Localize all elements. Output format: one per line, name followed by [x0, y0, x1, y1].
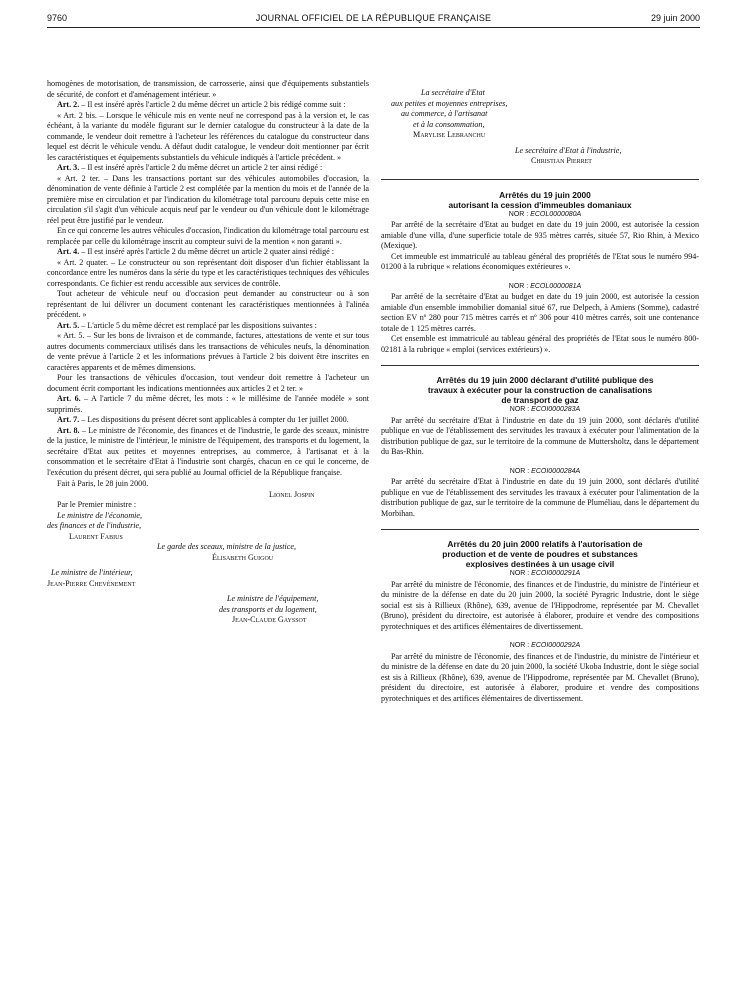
- minister-title: Le ministre de l'économie,: [57, 510, 143, 520]
- header-rule: [47, 27, 700, 28]
- left-column: [47, 79, 369, 626]
- paragraph: Par arrêté du secrétaire d'Etat à l'industrie en date du 19 juin 2000, sont déclarés d'utilité publique en vue de l'établissement des servitudes les travaux à exécuter pour l'alimentation de la distribution publique de gaz, sur le territoire de la commune de Muttersholtz, dans le département du Bas-Rhin.: [381, 415, 699, 456]
- section-divider: [381, 529, 699, 530]
- page-header: [47, 13, 700, 27]
- minister-title: Le garde des sceaux, ministre de la justice,: [157, 542, 296, 551]
- signatures: [47, 490, 369, 626]
- section-divider: [381, 179, 699, 180]
- minister-title: La secrétaire d'Etat: [421, 88, 485, 97]
- minister-title: Le ministre de l'intérieur,: [51, 568, 133, 577]
- issue-date: 29 juin 2000: [650, 13, 700, 23]
- paragraph: homogènes de motorisation, de transmission, de carrosserie, ainsi que d'équipements substantiels de sécurité, de confort et d'aménagement intérieur. »: [47, 79, 369, 99]
- nor-reference: NOR : ECOI0000283A: [509, 406, 581, 413]
- nor-reference: NOR : ECOI0000284A: [509, 467, 581, 475]
- section-title: Arrêtés du 19 juin 2000 déclarant d'utilité publique des travaux à exécuter pour la construction de canalisations de transport de gaz: [427, 375, 654, 405]
- paragraph: « Art. 5. – Sur les bons de livraison et de commande, factures, attestations de vente et sur tous autres documents commerciaux utilisés dans les transactions de véhicules neufs, la dénomination de vente prévue à l'article 2 et les informations prévues à l'article 2 bis doivent être inscrites en caractères apparents et de mêmes dimensions.: [47, 331, 369, 372]
- paragraph: Cet immeuble est immatriculé au tableau général des propriétés de l'Etat sous le numéro 994-01200 à la rubrique « relations économiques extérieures ».: [381, 251, 699, 271]
- article-5: Art. 5. – L'article 5 du même décret est remplacé par les dispositions suivantes :: [57, 320, 317, 330]
- nor-reference: NOR : ECOI0000292A: [509, 642, 581, 649]
- section-cession: [381, 190, 699, 356]
- article-4: Art. 4. – Il est inséré après l'article 2 du même décret un article 2 quater ainsi rédigé :: [57, 247, 334, 256]
- paragraph: En ce qui concerne les autres véhicules d'occasion, l'indication du kilométrage total parcouru est remplacée par celle du kilométrage inscrit au compteur suivi de la mention « non garanti ».: [47, 226, 369, 246]
- section-gaz: [381, 375, 699, 519]
- minister-title: aux petites et moyennes entreprises,: [391, 98, 508, 108]
- minister-title: Le secrétaire d'Etat à l'industrie,: [515, 145, 622, 155]
- minister-title: des finances et de l'industrie,: [47, 521, 142, 530]
- paragraph: Par arrêté du ministre de l'économie, des finances et de l'industrie, du ministre de l'intérieur et du ministre de la défense en date du 20 juin 2000, la société Ukoba Industrie, dont le siège social est sis à Rillieux (Rhône), 639, avenue de l'Hippodrome, représentée par M. Chevallet (Bruno), président du directoire, est autorisée à élaborer, produire et vendre des compositions pyrotechniques et des artifices élémentaires de divertissement.: [381, 651, 699, 703]
- paragraph: Cet ensemble est immatriculé au tableau général des propriétés de l'Etat sous le numéro 800-02181 à la rubrique « emploi (services extérieurs) ».: [381, 334, 699, 354]
- signature-pierret: Christian Pierret: [531, 156, 592, 165]
- nor-reference: NOR : ECOI0000291A: [509, 570, 581, 577]
- signature-lebranchu: Marylise Lebranchu: [413, 130, 486, 139]
- paragraph: Par arrêté de la secrétaire d'Etat au budget en date du 19 juin 2000, est autorisée la cession amiable d'une villa, d'une superficie totale de 935 mètres carrés, située 57, Rio Rhin, à Mexico (Mexique).: [381, 220, 699, 250]
- article-2: Art. 2. – Il est inséré après l'article 2 du même décret un article 2 bis rédigé comme suit :: [57, 100, 346, 109]
- article-7: Art. 7. – Les dispositions du présent décret sont applicables à compter du 1er juillet 2000.: [57, 415, 349, 424]
- paragraph: Pour les transactions de véhicules d'occasion, tout vendeur doit remettre à l'acheteur un document écrit comportant les indications mentionnées aux articles 2 et 2 ter. »: [47, 373, 369, 393]
- paragraph: « Art. 2 bis. – Lorsque le véhicule mis en vente neuf ne correspond pas à la version et, le cas échéant, à la variante du modèle figurant sur le dernier catalogue du constructeur à la date de la commande, le vendeur doit remettre à l'acheteur les références du catalogue du constructeur dans lequel est décrit le véhicule vendu. A défaut dudit catalogue, le vendeur doit mentionner par écrit les caractéristiques et équipements substantiels du véhicule indiqués à l'article précédent. »: [47, 110, 369, 162]
- minister-title: et à la consommation,: [413, 119, 485, 129]
- journal-title: JOURNAL OFFICIEL DE LA RÉPUBLIQUE FRANÇAISE: [255, 13, 492, 23]
- right-column: [381, 88, 699, 704]
- paragraph: Par arrêté du ministre de l'économie, des finances et de l'industrie, du ministre de l'intérieur et du ministre de la défense en date du 20 juin 2000, la société Pyragric Industrie, dont le siège social est sis à Rillieux (Rhône), 639, avenue de l'Hippodrome, représentée par M. Chevallet (Bruno), président du directoire, est autorisée à élaborer, produire et vendre des compositions pyrotechniques et des artifices élémentaires de divertissement.: [381, 579, 699, 631]
- paragraph: « Art. 2 quater. – Le constructeur ou son représentant doit disposer d'un fichier établissant la concordance entre les numéros dans la série du type et les caractéristiques techniques des véhicules correspondants. Ce fichier est rendu accessible aux services de contrôle.: [47, 257, 369, 288]
- page-number: 9760: [47, 13, 68, 23]
- section-title: Arrêtés du 20 juin 2000 relatifs à l'autorisation de production et de vente de poudres et substances explosives destinées à un usage civil: [442, 539, 643, 569]
- article-8: Art. 8. – Le ministre de l'économie, des finances et de l'industrie, le garde des sceaux, ministre de la justice, le ministre de l'intérieur, le ministre de l'équipement, des transports et du logement, la secrétaire d'Etat aux petites et moyennes entreprises, au commerce, à l'artisanat et à la consommation et le secrétaire d'Etat à l'industrie sont chargés, chacun en ce qui le concerne, de l'exécution du présent décret, qui sera publié au Journal officiel de la République française.: [47, 425, 369, 477]
- signature-guigou: Élisabeth Guigou: [212, 552, 274, 562]
- paragraph: Par arrêté du secrétaire d'Etat à l'industrie en date du 19 juin 2000, sont déclarés d'utilité publique en vue de l'établissement des servitudes les travaux à exécuter pour l'alimentation de la distribution publique de gaz, sur le territoire de la commune de Pluméliau, dans le département du Morbihan.: [381, 477, 699, 518]
- paragraph: « Art. 2 ter. – Dans les transactions portant sur des véhicules automobiles d'occasion, la dénomination de vente définie à l'article 2 est complétée par la mention du mois et de l'année de la première mise en circulation et par l'indication du kilométrage total parcouru depuis cette mise en circulation s'il s'agit d'un véhicule acquis neuf par le vendeur ou d'un véhicule dont le kilométrage réel peut être justifié par le vendeur.: [47, 173, 369, 225]
- nor-reference: NOR : ECOL0000080A: [508, 210, 582, 218]
- nor-reference: NOR : ECOL0000081A: [508, 282, 582, 290]
- signature-gayssot: Jean-Claude Gayssot: [232, 615, 307, 624]
- paragraph: Tout acheteur de véhicule neuf ou d'occasion peut demander au constructeur ou à son représentant de lui délivrer un document contenant les caractéristiques mentionnées à l'alinéa précédent. »: [47, 289, 369, 319]
- article-3: Art. 3. – Il est inséré après l'article 2 du même décret un article 2 ter ainsi rédigé :: [57, 163, 323, 172]
- signature-fabius: Laurent Fabius: [69, 531, 123, 541]
- minister-title: Le ministre de l'équipement,: [227, 594, 319, 603]
- minister-title: au commerce, à l'artisanat: [401, 109, 488, 118]
- signatures-continued: [381, 88, 699, 167]
- signature-chevenement: Jean-Pierre Chevènement: [47, 578, 136, 588]
- article-6: Art. 6. – A l'article 7 du même décret, les mots : « le millésime de l'année modèle » sont supprimés.: [47, 394, 370, 414]
- paragraph: Par arrêté de la secrétaire d'Etat au budget en date du 19 juin 2000, est autorisée la cession amiable d'un ensemble immobilier domanial situé 67, rue Delpech, à Amiens (Somme), cadastré section EV nº 280 pour 715 mètres carrés et nº 306 pour 410 mètres carrés, soit une contenance totale de 1 125 mètres carrés.: [381, 292, 699, 333]
- fait-a-paris: Fait à Paris, le 28 juin 2000.: [57, 479, 149, 488]
- par-le-premier-ministre: Par le Premier ministre :: [57, 500, 137, 509]
- minister-title: des transports et du logement,: [219, 604, 317, 614]
- section-divider: [381, 365, 699, 366]
- section-explosifs: [381, 539, 699, 704]
- signature-jospin: Lionel Jospin: [269, 489, 315, 499]
- section-title: Arrêtés du 19 juin 2000 autorisant la cession d'immeubles domaniaux: [448, 189, 632, 210]
